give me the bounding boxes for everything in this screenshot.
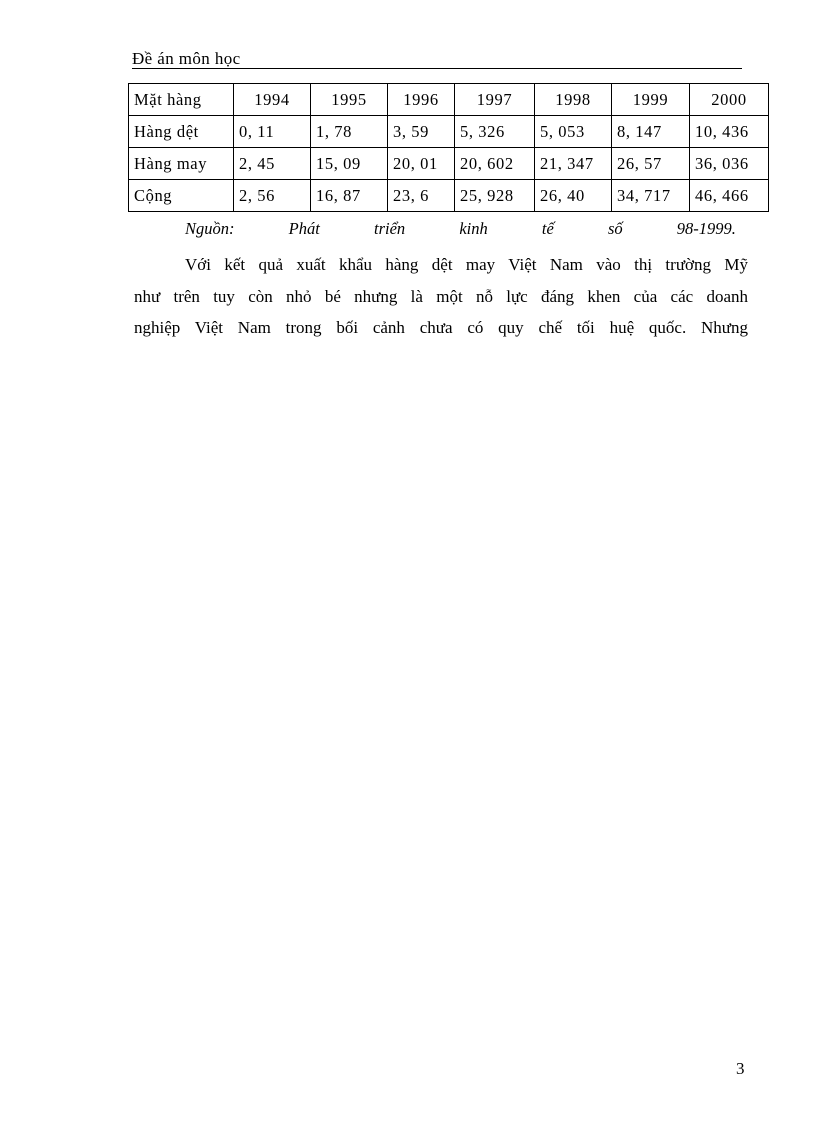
paragraph-line: Với kết quả xuất khẩu hàng dệt may Việt Nam vào thị trường Mỹ <box>185 255 748 274</box>
table-header-cell: 2000 <box>690 84 769 116</box>
table-cell: 5, 053 <box>535 116 612 148</box>
table-header-cell: 1998 <box>535 84 612 116</box>
table-row <box>129 116 769 148</box>
table-cell: 26, 57 <box>612 148 690 180</box>
table-cell: 46, 466 <box>690 180 769 212</box>
table-header-cell: 1995 <box>311 84 388 116</box>
paragraph-line: như trên tuy còn nhỏ bé nhưng là một nỗ lực đáng khen của các doanh <box>134 286 748 306</box>
table-cell: Cộng <box>129 180 234 212</box>
page-number: 3 <box>736 1059 745 1078</box>
source-word: Phát <box>288 219 320 238</box>
table-cell: 10, 436 <box>690 116 769 148</box>
source-word: triển <box>373 219 406 238</box>
table-header-cell: 1999 <box>612 84 690 116</box>
table-cell: 2, 56 <box>234 180 311 212</box>
table-cell: 34, 717 <box>612 180 690 212</box>
table-cell: Hàng dệt <box>129 116 234 148</box>
table-cell: 36, 036 <box>690 148 769 180</box>
table-header-cell: 1994 <box>234 84 311 116</box>
table-cell: 8, 147 <box>612 116 690 148</box>
source-word: tế <box>541 219 554 238</box>
table-cell: Hàng may <box>129 148 234 180</box>
table-cell: 21, 347 <box>535 148 612 180</box>
table-row <box>129 148 769 180</box>
table-cell: 20, 602 <box>455 148 535 180</box>
page-header-title: Đề án môn học <box>132 50 742 69</box>
table-header-cell: 1996 <box>388 84 455 116</box>
table-header-cell: 1997 <box>455 84 535 116</box>
paragraph-line: nghiệp Việt Nam trong bối cảnh chưa có quy chế tối huệ quốc. Nhưng <box>134 318 748 337</box>
export-data-table <box>128 83 769 212</box>
source-word: kinh <box>459 219 488 238</box>
table-cell: 26, 40 <box>535 180 612 212</box>
source-word: số <box>607 219 623 238</box>
source-word: 98-1999. <box>676 219 736 238</box>
table-cell: 25, 928 <box>455 180 535 212</box>
table-cell: 0, 11 <box>234 116 311 148</box>
body-paragraph <box>134 249 748 344</box>
table-cell: 16, 87 <box>311 180 388 212</box>
table-cell: 3, 59 <box>388 116 455 148</box>
table-header-cell: Mặt hàng <box>129 84 234 116</box>
table-header-row <box>129 84 769 116</box>
table-cell: 20, 01 <box>388 148 455 180</box>
table-cell: 1, 78 <box>311 116 388 148</box>
table-cell: 2, 45 <box>234 148 311 180</box>
table-cell: 5, 326 <box>455 116 535 148</box>
table-cell: 15, 09 <box>311 148 388 180</box>
source-citation <box>185 219 736 239</box>
table-row <box>129 180 769 212</box>
source-word: Nguồn: <box>185 219 235 238</box>
table-cell: 23, 6 <box>388 180 455 212</box>
